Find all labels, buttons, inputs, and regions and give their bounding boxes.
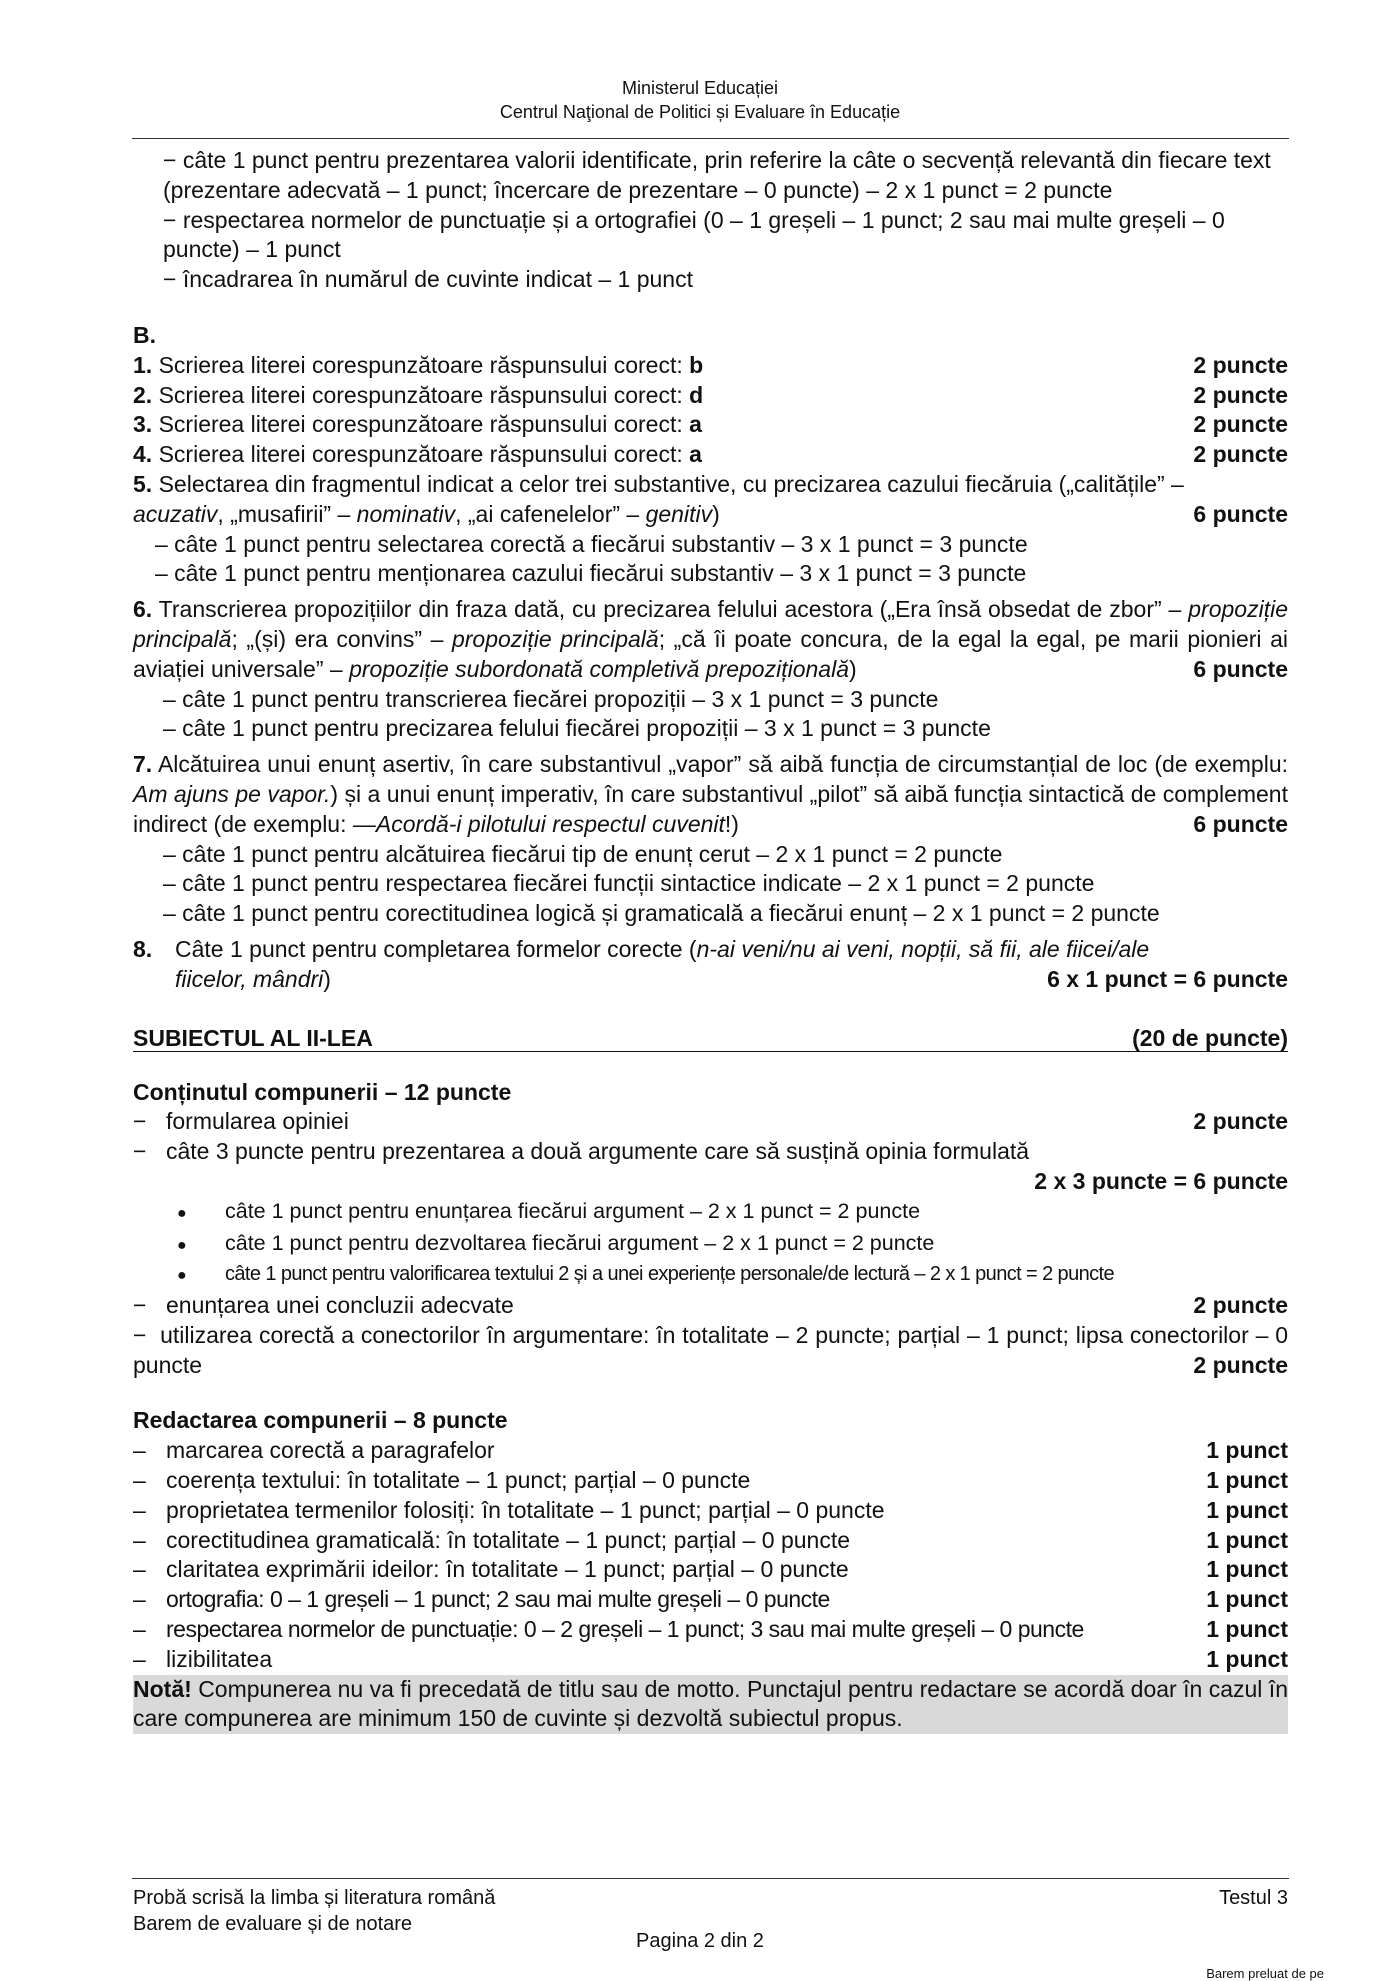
question-6: 6. Transcrierea propozițiilor din fraza dată, cu precizarea felului acestora („Era însă obsedat de zbor” – propoziție principală; „(și) era convins” – propoziție principală; „că îi poate concura, de la egal la egal, pe marii pionieri ai aviației universale” – propoziție subordonată completivă prepozițională) 6 puncte – câte 1 punct pentru transcrierea fiecărei propoziții – 3 x 1 punct = 3 puncte – câte 1 punct pentru precizarea felului fiecărei propoziții – 3 x 1 punct = 3 puncte <box>133 595 1288 744</box>
redactare-item: – claritatea exprimării ideilor: în totalitate – 1 punct; parțial – 0 puncte 1 punct <box>133 1555 1288 1585</box>
page-header <box>0 76 1400 124</box>
question-6-sub-1: – câte 1 punct pentru transcrierea fiecărei propoziții – 3 x 1 punct = 3 puncte <box>163 685 939 712</box>
question-2: 2. Scrierea literei corespunzătoare răspunsului corect: d 2 puncte <box>133 381 1288 411</box>
footer-test-number: Testul 3 <box>1219 1887 1288 1909</box>
redactare-item-points: 1 punct <box>1206 1616 1288 1643</box>
redactare-item-points: 1 punct <box>1206 1467 1288 1494</box>
content-item-2: − câte 3 puncte pentru prezentarea a două argumente care să susțină opinia formulată <box>133 1138 1030 1165</box>
content-item-3: − enunțarea unei concluzii adecvate 2 puncte <box>133 1292 1288 1319</box>
source-note: Barem preluat de pe <box>1206 1966 1324 1981</box>
question-3-points: 2 puncte <box>1193 411 1288 438</box>
page-number: Pagina 2 din 2 <box>636 1930 764 1952</box>
question-6-points: 6 puncte <box>1193 655 1288 682</box>
question-7: 7. Alcătuirea unui enunț asertiv, în care substantivul „vapor” să aibă funcția de circumstanțial de loc (de exemplu: Am ajuns pe vapor.) și a unui enunț imperativ, în care substantivul „pilot” să aibă funcția sintactică de complement indirect (de exemplu: —Acordă-i pilotului respectul cuvenit!) 6 puncte – câte 1 punct pentru alcătuirea fiecărui tip de enunț cerut – 2 x 1 punct = 2 puncte – câte 1 punct pentru respectarea fiecărei funcții sintactice indicate – 2 x 1 punct = 2 puncte – câte 1 punct pentru corectitudinea logică și gramaticală a fiecărui enunț – 2 x 1 punct = 2 puncte <box>133 750 1288 929</box>
redactare-item: – marcarea corectă a paragrafelor 1 punct <box>133 1436 1288 1466</box>
redactare-item: – respectarea normelor de punctuație: 0 – 2 greșeli – 1 punct; 3 sau mai multe greșeli – 0 puncte 1 punct <box>133 1615 1288 1645</box>
content-item-4: − utilizarea corectă a conectorilor în argumentare: în totalitate – 2 puncte; parțial – 1 punct; lipsa conectorilor – 0 puncte 2 puncte <box>133 1321 1288 1378</box>
header-divider <box>132 138 1289 139</box>
question-5-points: 6 puncte <box>1193 500 1288 527</box>
content-item-1: − formularea opiniei 2 puncte <box>133 1108 1288 1135</box>
redactare-item-points: 1 punct <box>1206 1526 1288 1553</box>
question-3: 3. Scrierea literei corespunzătoare răspunsului corect: a 2 puncte <box>133 410 1288 440</box>
redactare-item: – lizibilitatea 1 punct <box>133 1645 1288 1675</box>
question-8: 8. Câte 1 punct pentru completarea formelor corecte (n-ai veni/nu ai veni, nopții, să fii, ale fiicei/ale fiicelor, mândri) 6 x 1 punct = 6 puncte <box>133 935 1288 995</box>
redactare-heading: Redactarea compunerii – 8 puncte <box>133 1407 508 1434</box>
redactare-item: – ortografia: 0 – 1 greșeli – 1 punct; 2 sau mai multe greșeli – 0 puncte 1 punct <box>133 1585 1288 1615</box>
redactare-item: – corectitudinea gramaticală: în totalitate – 1 punct; parțial – 0 puncte 1 punct <box>133 1526 1288 1556</box>
question-7-points: 6 puncte <box>1193 810 1288 837</box>
question-5-sub-1: – câte 1 punct pentru selectarea corectă a fiecărui substantiv – 3 x 1 punct = 3 puncte <box>155 530 1028 557</box>
bullet-item-3: ● câte 1 punct pentru valorificarea textului 2 și a unei experiențe personale/de lectură – 2 x 1 punct = 2 puncte <box>177 1263 1115 1286</box>
question-5-sub-2: – câte 1 punct pentru menționarea cazului fiecărui substantiv – 3 x 1 punct = 3 puncte <box>155 560 1027 587</box>
question-1-points: 2 puncte <box>1193 351 1288 378</box>
question-6-sub-2: – câte 1 punct pentru precizarea felului fiecărei propoziții – 3 x 1 punct = 3 puncte <box>163 715 991 742</box>
redactare-list <box>133 1436 1288 1674</box>
section-b-heading: B. <box>133 321 156 348</box>
question-7-sub-3: – câte 1 punct pentru corectitudinea logică și gramaticală a fiecărui enunț – 2 x 1 punct = 2 puncte <box>163 900 1160 927</box>
document-body <box>133 146 1288 1734</box>
bullet-item-2: ● câte 1 punct pentru dezvoltarea fiecărui argument – 2 x 1 punct = 2 puncte <box>177 1230 935 1255</box>
redactare-item-points: 1 punct <box>1206 1437 1288 1464</box>
subject-2-title: SUBIECTUL AL II-LEA (20 de puncte) <box>133 1024 1288 1051</box>
intro-item-1: − câte 1 punct pentru prezentarea valorii identificate, prin referire la câte o secvență relevantă din fiecare text (prezentare adecvată – 1 punct; încercare de prezentare – 0 puncte) – 2 x 1 punct = 2 puncte <box>163 147 1271 203</box>
redactare-item-points: 1 punct <box>1206 1496 1288 1523</box>
question-1: 1. Scrierea literei corespunzătoare răspunsului corect: b 2 puncte <box>133 351 1288 381</box>
question-8-points: 6 x 1 punct = 6 puncte <box>1047 965 1288 992</box>
redactare-item-points: 1 punct <box>1206 1645 1288 1672</box>
question-7-sub-1: – câte 1 punct pentru alcătuirea fiecărui tip de enunț cerut – 2 x 1 punct = 2 puncte <box>163 840 1003 867</box>
question-2-points: 2 puncte <box>1193 381 1288 408</box>
footer-divider <box>132 1878 1289 1879</box>
footer-exam-name: Probă scrisă la limba și literatura română <box>133 1887 496 1909</box>
bullet-item-1: ● câte 1 punct pentru enunțarea fiecărui argument – 2 x 1 punct = 2 puncte <box>177 1198 921 1223</box>
center-name: Centrul Naţional de Politici și Evaluare în Educație <box>499 102 901 122</box>
content-heading: Conținutul compunerii – 12 puncte <box>133 1078 512 1105</box>
intro-item-2: − respectarea normelor de punctuație și a ortografiei (0 – 1 greșeli – 1 punct; 2 sau mai multe greșeli – 0 puncte) – 1 punct <box>163 206 1225 263</box>
intro-item-3: − încadrarea în numărul de cuvinte indicat – 1 punct <box>163 266 693 293</box>
redactare-item-points: 1 punct <box>1206 1586 1288 1613</box>
content-item-2-points: 2 x 3 puncte = 6 puncte <box>1034 1167 1288 1194</box>
footer-barem: Barem de evaluare și de notare <box>133 1913 413 1935</box>
ministry-name: Ministerul Educației <box>621 78 779 98</box>
question-5: 5. Selectarea din fragmentul indicat a celor trei substantive, cu precizarea cazului fiecăruia („calitățile” – acuzativ, „musafirii” – nominativ, „ai cafenelelor” – genitiv) 6 puncte – câte 1 punct pentru selectarea corectă a fiecărui substantiv – 3 x 1 punct = 3 puncte – câte 1 punct pentru menționarea cazului fiecărui substantiv – 3 x 1 punct = 3 puncte <box>133 470 1288 589</box>
note-box: Notă! Compunerea nu va fi precedată de titlu sau de motto. Punctajul pentru redactare se acordă doar în cazul în care compunerea are minimum 150 de cuvinte și dezvoltă subiectul propus. <box>133 1675 1288 1735</box>
question-7-sub-2: – câte 1 punct pentru respectarea fiecărei funcții sintactice indicate – 2 x 1 punct = 2 puncte <box>163 870 1095 897</box>
question-4: 4. Scrierea literei corespunzătoare răspunsului corect: a 2 puncte <box>133 440 1288 470</box>
redactare-item-points: 1 punct <box>1206 1556 1288 1583</box>
redactare-item: – proprietatea termenilor folosiți: în totalitate – 1 punct; parțial – 0 puncte 1 punct <box>133 1496 1288 1526</box>
question-4-points: 2 puncte <box>1193 441 1288 468</box>
redactare-item: – coerența textului: în totalitate – 1 punct; parțial – 0 puncte 1 punct <box>133 1466 1288 1496</box>
